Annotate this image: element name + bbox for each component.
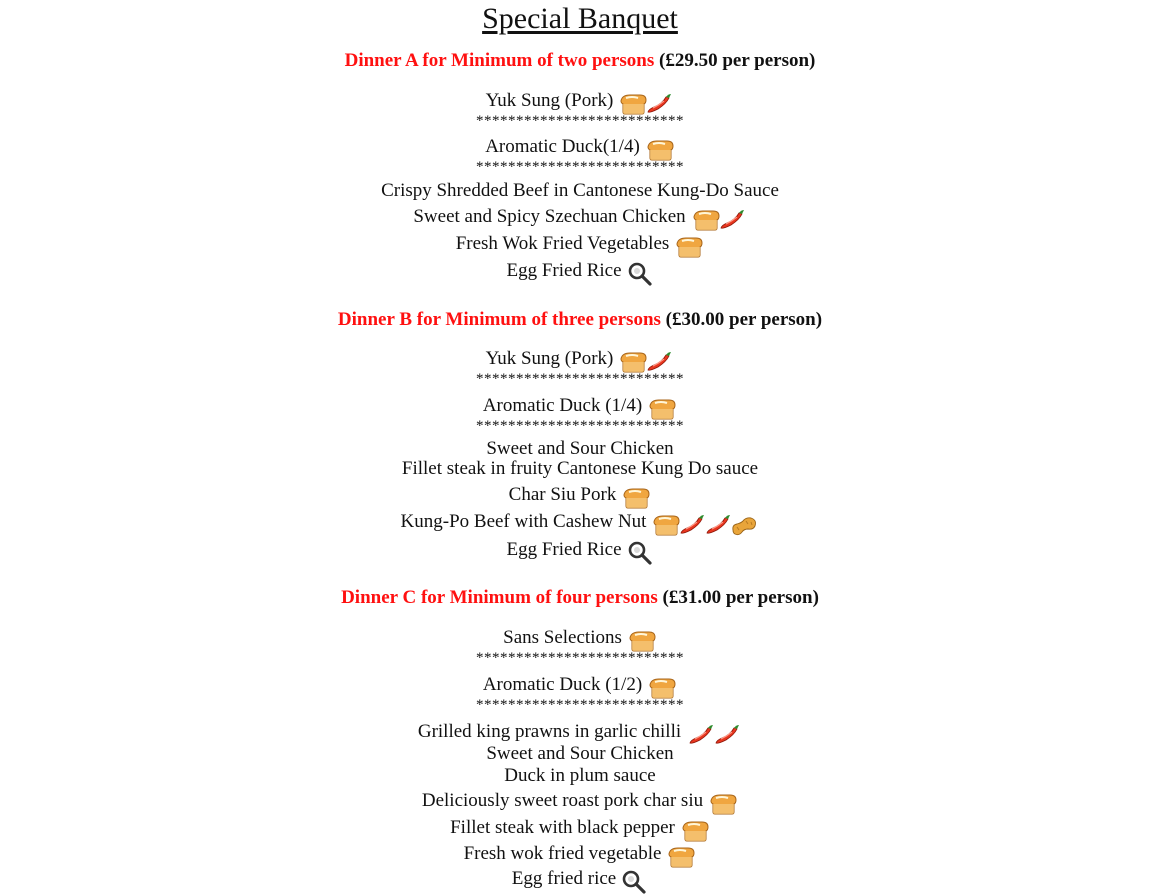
menu-item <box>0 627 1160 653</box>
menu-item-label: Egg fried rice <box>511 868 617 889</box>
separator: ************************** <box>476 371 684 387</box>
menu-item <box>0 790 1160 816</box>
menu-item <box>0 674 1160 700</box>
bread-icon <box>621 486 651 510</box>
menu-item <box>0 348 1160 374</box>
menu-item-label: Egg Fried Rice <box>506 260 622 281</box>
menu-item-label: Char Siu Pork <box>508 484 617 505</box>
menu-item <box>0 765 1160 787</box>
bread-icon <box>680 819 710 843</box>
dinner-price: (£31.00 per person) <box>657 587 819 608</box>
menu-item <box>0 484 1160 510</box>
menu-item <box>0 136 1160 162</box>
menu-item <box>0 395 1160 421</box>
magnifier-icon <box>626 261 654 287</box>
menu-item <box>0 438 1160 460</box>
dinner-a-heading <box>0 50 1160 72</box>
menu-item <box>0 180 1160 202</box>
item-icons <box>677 819 710 843</box>
page-title: Special Banquet <box>482 2 678 35</box>
menu-item-label: Aromatic Duck (1/2) <box>482 674 643 695</box>
magnifier-icon <box>620 869 648 895</box>
separator: ************************** <box>476 650 684 666</box>
peanut-icon <box>729 513 759 537</box>
menu-item-label: Sweet and Sour Chicken <box>486 743 674 764</box>
item-icons <box>705 792 738 816</box>
dinner-name: Dinner C for Minimum of four persons <box>341 587 658 608</box>
item-icons <box>688 208 747 232</box>
item-icons <box>624 261 654 287</box>
item-icons <box>648 513 759 537</box>
menu-item <box>0 843 1160 869</box>
menu-item-label: Fillet steak in fruity Cantonese Kung Do sauce <box>401 458 759 479</box>
menu-item <box>0 511 1160 537</box>
menu-item-label: Duck in plum sauce <box>504 765 656 786</box>
menu-item-label: Fillet steak with black pepper <box>450 817 675 838</box>
dinner-b-heading <box>0 309 1160 331</box>
menu-item <box>0 260 1160 287</box>
menu-item-label: Kung-Po Beef with Cashew Nut <box>400 511 647 532</box>
menu-item <box>0 90 1160 116</box>
menu-item-label: Aromatic Duck (1/4) <box>482 395 643 416</box>
separator: ************************** <box>476 113 684 129</box>
menu-item-label: Deliciously sweet roast pork char siu <box>421 790 704 811</box>
menu-item <box>0 206 1160 232</box>
item-icons <box>618 486 651 510</box>
item-icons <box>618 869 648 895</box>
bread-icon <box>708 792 738 816</box>
separator: ************************** <box>476 418 684 434</box>
menu-item-label: Egg Fried Rice <box>506 539 622 560</box>
menu-item-label: Grilled king prawns in garlic chilli <box>417 721 682 742</box>
menu-item-label: Sweet and Sour Chicken <box>486 438 674 459</box>
menu-item <box>0 868 1160 895</box>
separator: ************************** <box>476 159 684 175</box>
dinner-price: (£29.50 per person) <box>654 50 816 71</box>
menu-item-label: Crispy Shredded Beef in Cantonese Kung-Do Sauce <box>381 180 779 201</box>
bread-icon <box>674 235 704 259</box>
menu-item-label: Sans Selections <box>503 627 622 648</box>
dinner-c-heading <box>0 587 1160 609</box>
chilli-icon <box>717 208 747 232</box>
dinner-name: Dinner B for Minimum of three persons <box>337 309 661 330</box>
menu-item-label: Yuk Sung (Pork) <box>485 90 614 111</box>
magnifier-icon <box>626 540 654 566</box>
item-icons <box>671 235 704 259</box>
menu-item-label: Aromatic Duck(1/4) <box>485 136 640 157</box>
menu-item <box>0 458 1160 480</box>
dinner-price: (£30.00 per person) <box>660 309 823 330</box>
menu-item-label: Sweet and Spicy Szechuan Chicken <box>413 206 686 227</box>
bread-icon <box>666 845 696 869</box>
menu-item <box>0 817 1160 843</box>
menu-item <box>0 233 1160 259</box>
menu-item-label: Fresh wok fried vegetable <box>463 843 662 864</box>
item-icons <box>663 845 696 869</box>
menu-item <box>0 539 1160 566</box>
menu-item <box>0 743 1160 765</box>
dinner-name: Dinner A for Minimum of two persons <box>344 50 655 71</box>
item-icons <box>624 540 654 566</box>
menu-item-label: Fresh Wok Fried Vegetables <box>455 233 670 254</box>
menu-item-label: Yuk Sung (Pork) <box>485 348 614 369</box>
separator: ************************** <box>476 697 684 713</box>
